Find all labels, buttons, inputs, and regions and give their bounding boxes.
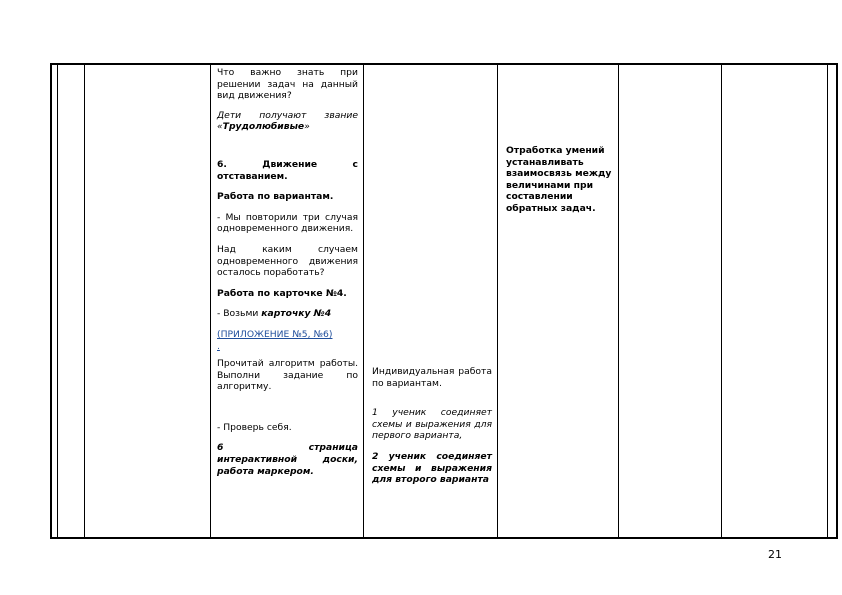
table-cell-teacher-activity xyxy=(211,64,364,538)
repeat-text: - Мы повторили три случая одновременного движения. xyxy=(217,211,358,235)
table-cell-number xyxy=(58,64,85,538)
table-row xyxy=(51,64,837,538)
table-cell-work-form xyxy=(364,64,498,538)
take-card-text: - Возьми карточку №4 xyxy=(217,308,332,320)
appendix-dot: . xyxy=(217,340,220,352)
variant-work-heading: Работа по вариантам. xyxy=(217,191,334,203)
table-cell-empty-2 xyxy=(722,64,828,538)
card-work-heading: Работа по карточке №4. xyxy=(217,287,347,299)
award-text: Дети получают звание «Трудолюбивые» xyxy=(217,109,358,133)
board-work-text: 6 страница интерактивной доски, работа маркером. xyxy=(217,442,358,477)
appendix-line xyxy=(217,329,358,352)
card-reference: карточку №4 xyxy=(261,308,332,320)
section-heading: 6. Движение с отставанием. xyxy=(217,158,358,182)
award-title: Трудолюбивые xyxy=(222,121,305,133)
page-number: 21 xyxy=(768,548,782,561)
lesson-plan-table xyxy=(50,63,838,539)
individual-work-text: Индивидуальная работа по вариантам. xyxy=(372,366,492,389)
table-cell-skills xyxy=(498,64,619,538)
check-yourself-text: - Проверь себя. xyxy=(217,421,292,433)
spacer xyxy=(506,65,612,145)
table-cell-stage xyxy=(85,64,211,538)
table-cell-narrow-right xyxy=(828,64,838,538)
student1-text: 1 ученик соединяет схемы и выражения для первого варианта, xyxy=(372,407,492,442)
read-algorithm-text: Прочитай алгоритм работы. Выполни задание по алгоритму. xyxy=(217,358,358,393)
student2-text: 2 ученик соединяет схемы и выражения для второго варианта xyxy=(372,450,492,486)
skills-text: Отработка умений устанавливать взаимосвязь между величинами при составлении обратных задач. xyxy=(506,145,612,214)
appendix-link[interactable]: (ПРИЛОЖЕНИЕ №5, №6) xyxy=(217,328,333,340)
spacer xyxy=(372,65,492,366)
table-cell-empty-1 xyxy=(619,64,722,538)
question-text: Что важно знать при решении задач на данный вид движения? xyxy=(217,67,358,102)
remaining-question: Над каким случаем одновременного движения осталось поработать? xyxy=(217,243,358,279)
